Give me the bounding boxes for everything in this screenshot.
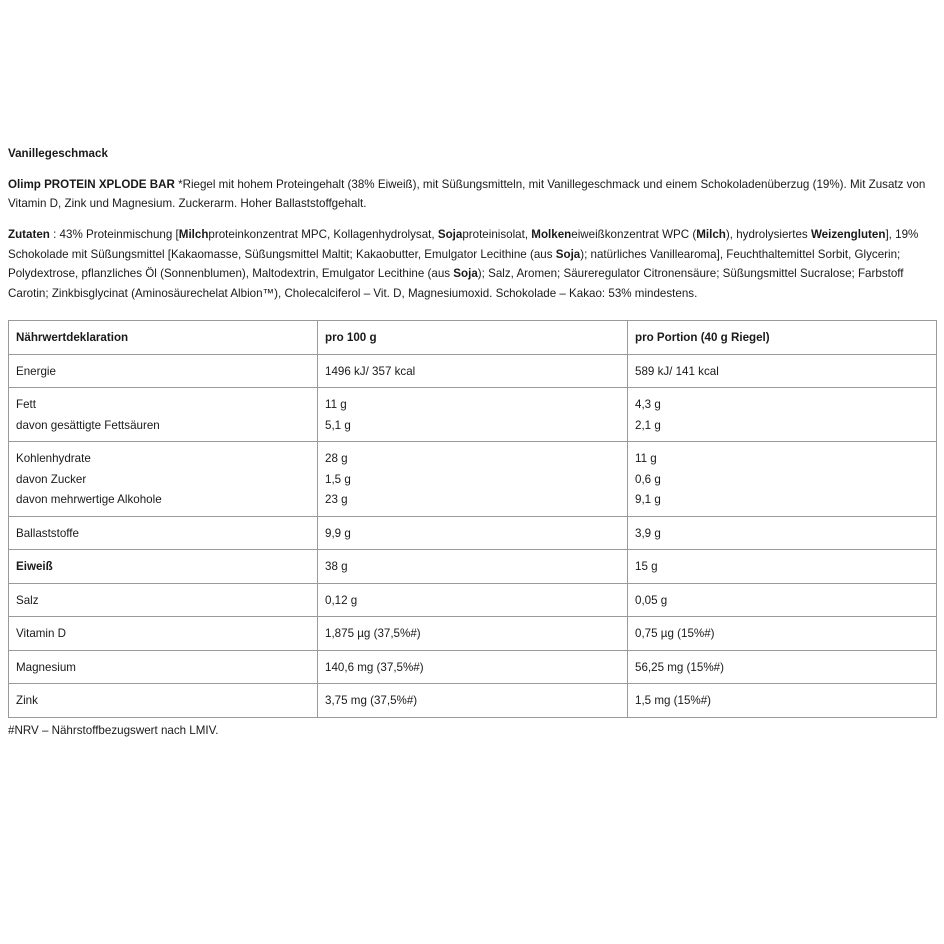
nutrient-label: Zink [16, 694, 38, 708]
allergen-highlight: Molken [531, 228, 572, 241]
ingredients-label: Zutaten [8, 228, 50, 241]
per-portion-cell [628, 388, 937, 442]
page-title: Vanillegeschmack [8, 147, 108, 160]
nutrient-cell [9, 583, 318, 617]
nutrient-value: 4,3 g [635, 398, 661, 412]
table-row [9, 617, 937, 651]
document [8, 146, 936, 738]
nutrient-label: Kohlenhydrate [16, 452, 91, 466]
nutrient-value: 15 g [635, 560, 658, 574]
nutrient-value: 1,5 mg (15%#) [635, 694, 712, 708]
nutrition-table [8, 320, 937, 718]
nutrient-label: davon gesättigte Fettsäuren [16, 418, 160, 432]
nutrient-value: 1,875 µg (37,5%#) [325, 627, 421, 641]
allergen-highlight: Soja [453, 267, 478, 281]
nutrient-value: 2,1 g [635, 418, 661, 432]
ingredients-text: ); Salz, Aromen; Säureregulator Citronensäure; Süßungsmittel Sucralose; Farbstoff Carotin; Zinkbisglycinat (Aminosäurechelat Albion™), Cholecalciferol – Vit. D, Magnesiumoxid. Schokolade – Kakao: 53% mindestens. [8, 267, 904, 300]
nutrient-value: 1496 kJ/ 357 kcal [325, 364, 416, 378]
nutrient-label: Magnesium [16, 660, 76, 674]
header-per-100g: pro 100 g [318, 321, 628, 355]
per-100g-cell [318, 684, 628, 718]
nutrient-cell [9, 442, 318, 517]
header-per-portion: pro Portion (40 g Riegel) [628, 321, 937, 355]
allergen-highlight: Weizengluten [810, 228, 886, 241]
per-portion-cell [628, 650, 937, 684]
product-description-text: *Riegel mit hohem Proteingehalt (38% Eiweiß), mit Süßungsmitteln, mit Vanillegeschmack und einem Schokoladenüberzug (19%). Mit Zusatz von Vitamin D, Zink und Magnesium. Zuckerarm. Hoher Ballaststoffgehalt. [8, 178, 926, 210]
table-row [9, 650, 937, 684]
nutrient-label: Salz [16, 593, 39, 607]
nutrient-cell [9, 516, 318, 550]
nutrient-value: 0,12 g [325, 593, 358, 607]
table-row [9, 550, 937, 584]
table-row [9, 354, 937, 388]
nutrient-value: 11 g [635, 452, 657, 466]
nutrient-value: 140,6 mg (37,5%#) [325, 660, 424, 674]
nutrient-value: 3,9 g [635, 526, 661, 540]
nutrient-cell [9, 354, 318, 388]
allergen-highlight: Soja [555, 247, 581, 261]
nutrient-label: Energie [16, 364, 56, 378]
nutrient-value: 0,75 µg (15%#) [635, 627, 715, 641]
product-name: Olimp PROTEIN XPLODE BAR [8, 178, 175, 191]
per-portion-cell [628, 516, 937, 550]
per-100g-cell [318, 617, 628, 651]
nutrient-value: 3,75 mg (37,5%#) [325, 694, 418, 708]
per-100g-cell [318, 516, 628, 550]
ingredients-text: ); natürliches Vanillearoma], Feuchthaltemittel Sorbit, Glycerin; Polydextrose, pflanzliches Öl (Sonnenblumen), Maltodextrin, Emulgator Lecithine (aus [8, 247, 901, 281]
nutrient-label: Fett [16, 398, 36, 412]
nutrient-value: 1,5 g [325, 472, 351, 486]
nutrition-table-header [9, 321, 937, 355]
table-row [9, 388, 937, 442]
table-row [9, 442, 937, 517]
nutrient-value: 0,05 g [635, 593, 668, 607]
nutrient-value: 28 g [325, 452, 348, 466]
per-100g-cell [318, 354, 628, 388]
nutrient-label: Vitamin D [16, 627, 67, 641]
ingredients-text: ], 19% Schokolade mit Süßungsmittel [Kakaomasse, Süßungsmittel Maltit; Kakaobutter, Emulgator Lecithine (aus [8, 228, 919, 261]
nutrient-label: davon mehrwertige Alkohole [16, 493, 162, 507]
nutrient-value: 5,1 g [325, 418, 351, 432]
allergen-highlight: Milch [696, 228, 726, 241]
nutrient-cell [9, 684, 318, 718]
per-portion-cell [628, 354, 937, 388]
per-portion-cell [628, 617, 937, 651]
product-description [8, 175, 936, 213]
nutrient-label: Ballaststoffe [16, 526, 79, 540]
per-100g-cell [318, 650, 628, 684]
ingredients-text: ), hydrolysiertes [725, 228, 811, 241]
header-nutrition-declaration: Nährwertdeklaration [9, 321, 318, 355]
table-row [9, 684, 937, 718]
nutrient-value: 589 kJ/ 141 kcal [635, 364, 719, 378]
table-row [9, 516, 937, 550]
nutrient-value: 23 g [325, 493, 348, 507]
per-portion-cell [628, 442, 937, 517]
nutrient-label: Eiweiß [16, 560, 53, 574]
nutrient-value: 11 g [325, 398, 347, 412]
nutrient-cell [9, 388, 318, 442]
nutrient-value: 9,1 g [635, 493, 661, 507]
ingredients-text: proteinkonzentrat MPC, Kollagenhydrolysat, [208, 228, 438, 241]
nutrient-cell [9, 617, 318, 651]
footnote: #NRV – Nährstoffbezugswert nach LMIV. [8, 723, 219, 737]
nutrient-value: 9,9 g [325, 526, 351, 540]
nutrient-cell [9, 650, 318, 684]
nutrient-cell [9, 550, 318, 584]
ingredients-text: proteinisolat, [462, 228, 532, 241]
nutrient-value: 0,6 g [635, 472, 661, 486]
nutrient-value: 56,25 mg (15%#) [635, 660, 724, 674]
ingredients-text: eiweißkonzentrat WPC ( [571, 228, 697, 241]
per-portion-cell [628, 583, 937, 617]
nutrient-value: 38 g [325, 560, 348, 574]
per-100g-cell [318, 550, 628, 584]
ingredients-text: : 43% Proteinmischung [ [53, 228, 179, 241]
per-100g-cell [318, 388, 628, 442]
per-portion-cell [628, 550, 937, 584]
allergen-highlight: Milch [178, 228, 209, 241]
nutrient-label: davon Zucker [16, 472, 87, 486]
ingredients-paragraph [8, 225, 936, 303]
per-portion-cell [628, 684, 937, 718]
table-row [9, 583, 937, 617]
allergen-highlight: Soja [437, 228, 463, 241]
per-100g-cell [318, 442, 628, 517]
per-100g-cell [318, 583, 628, 617]
